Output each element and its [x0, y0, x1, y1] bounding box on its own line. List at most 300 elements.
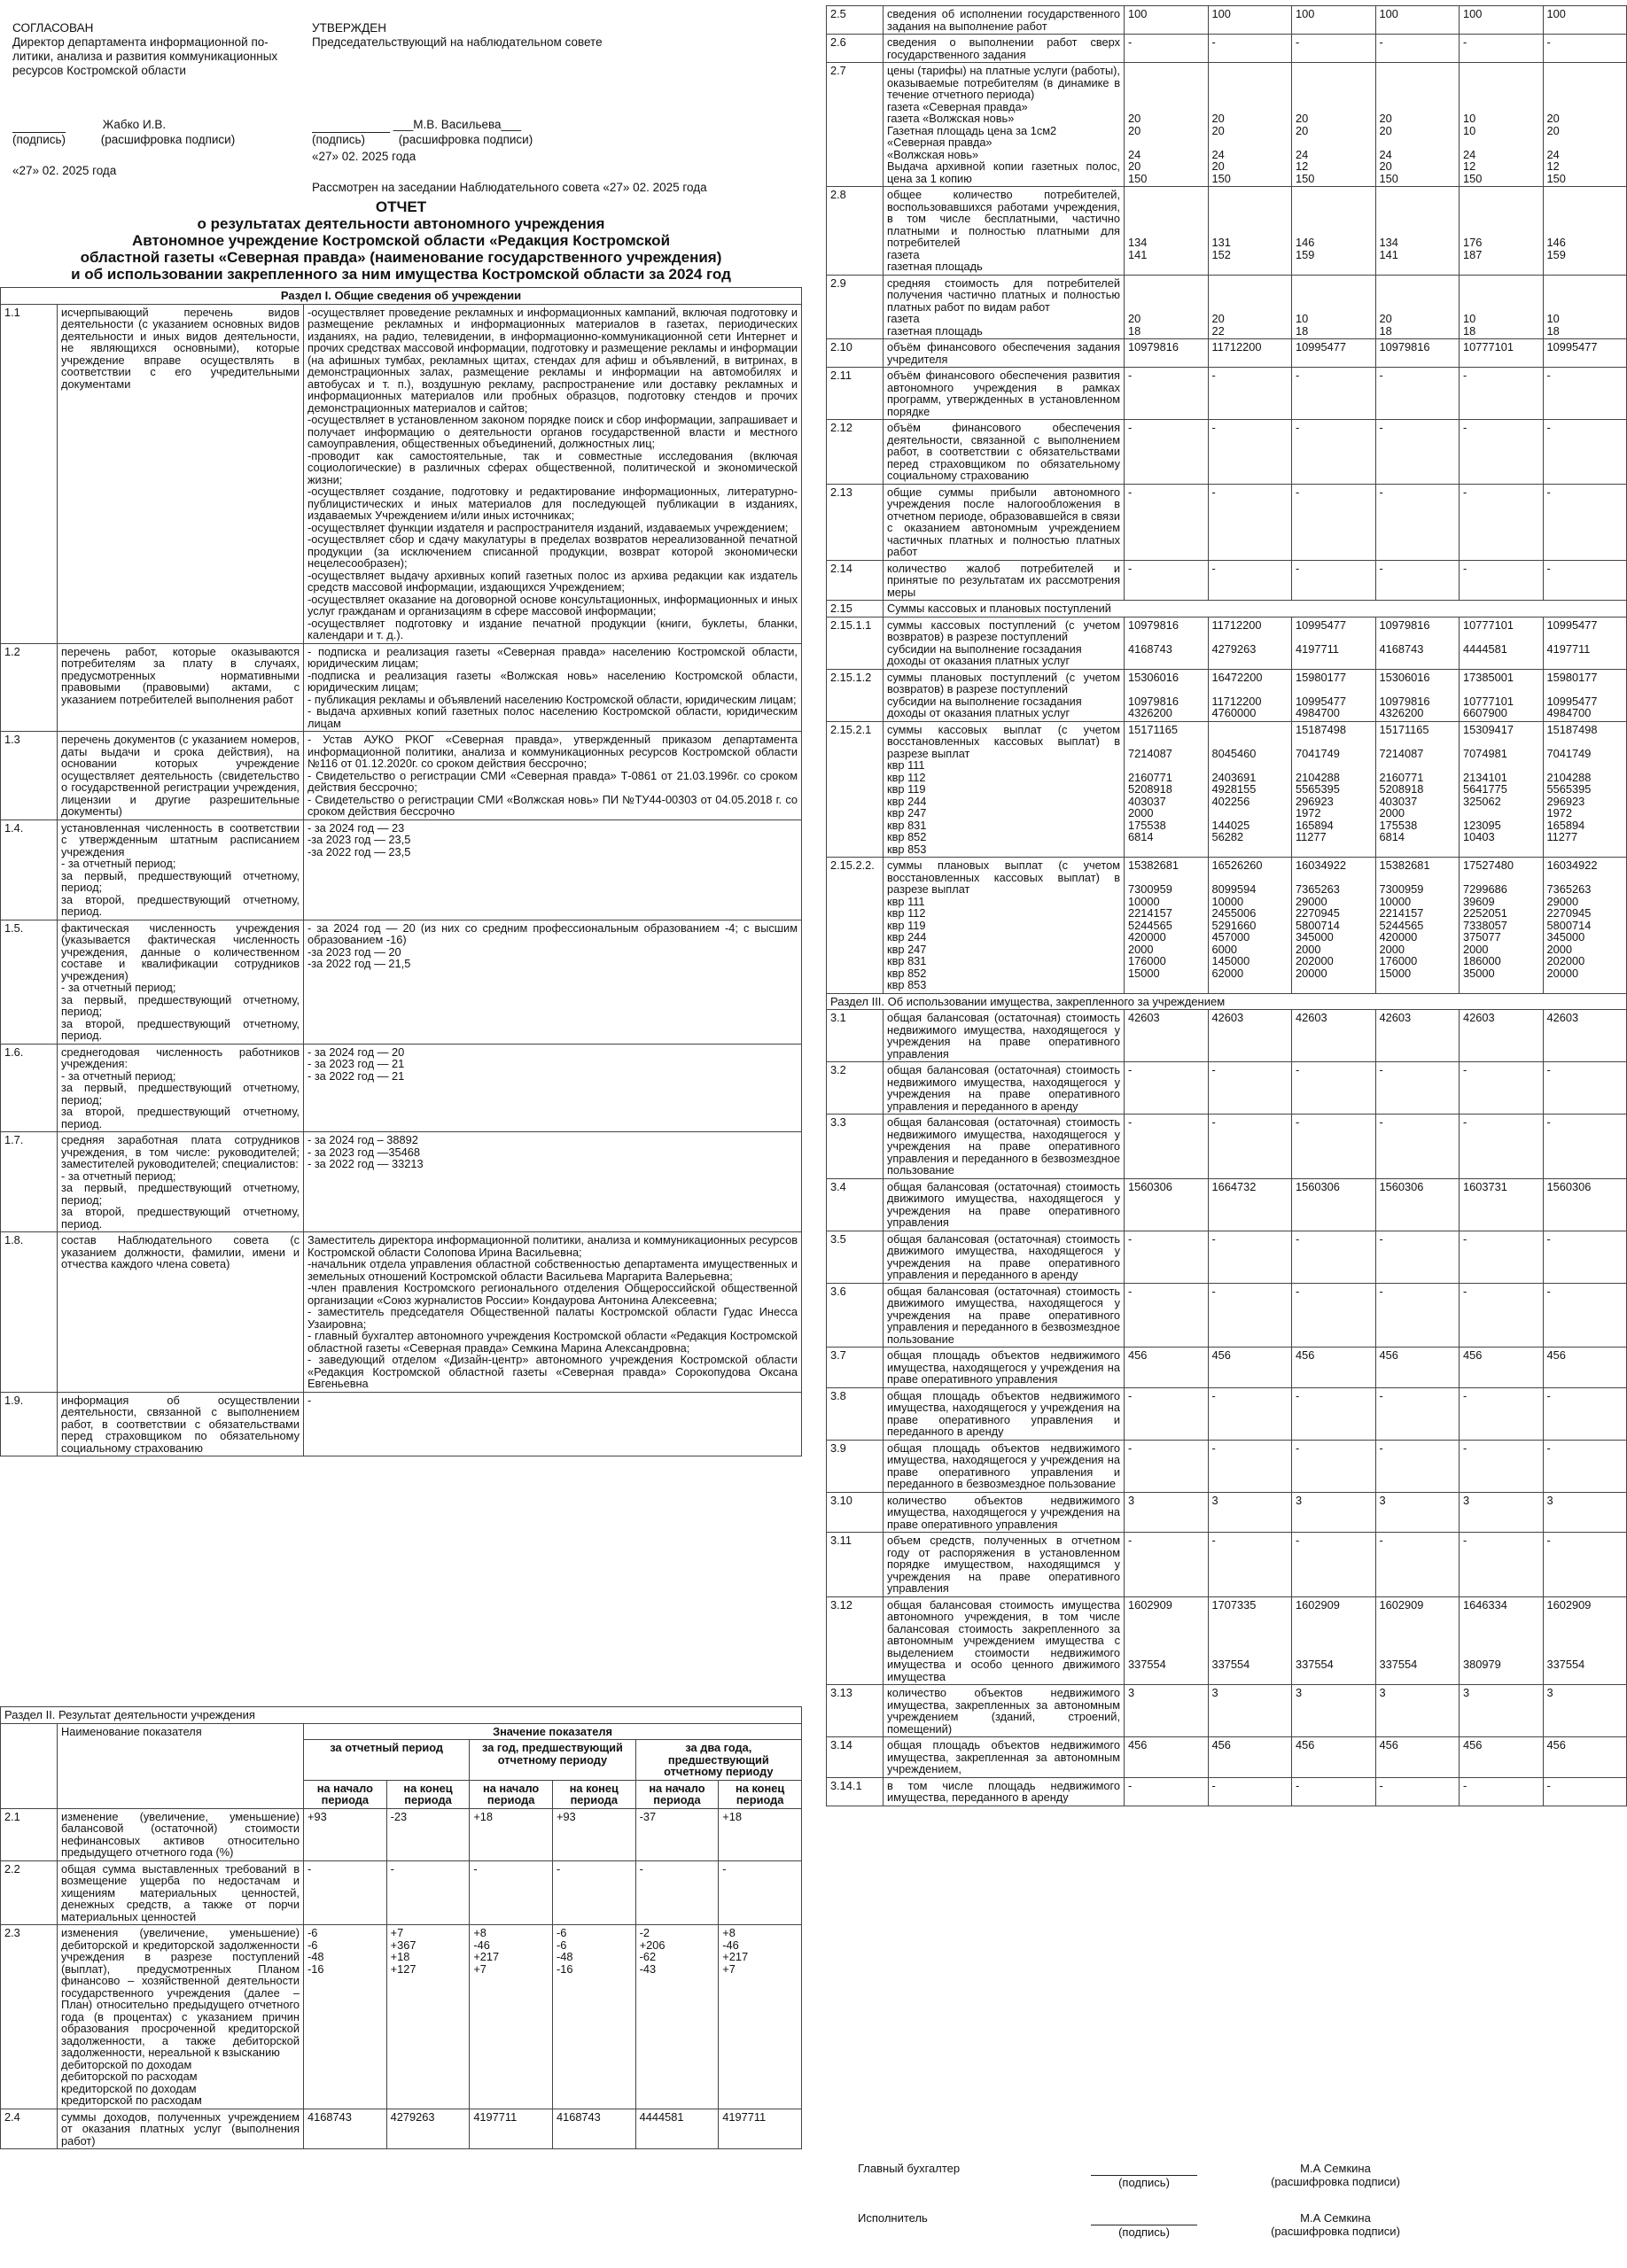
table-row [827, 339, 1627, 368]
row-value: 10 10 24 12 150 [1460, 63, 1544, 187]
row-number: 2.13 [827, 484, 884, 560]
row-number: 2.15.1.1 [827, 617, 884, 669]
table-row [827, 1062, 1627, 1115]
row-number: 3.14 [827, 1737, 884, 1778]
table-row [827, 1685, 1627, 1737]
table-row [827, 858, 1627, 994]
row-value: 10979816 [1125, 339, 1209, 368]
row-value: - [1543, 1387, 1627, 1440]
row-number: 2.5 [827, 6, 884, 35]
row-value: 456 [1460, 1737, 1544, 1778]
row-value: Заместитель директора информационной политики, анализа и коммуникационных ресурсов Костромской области Солопова Ирина Васильевна; -начальник отдела управления областной собственностью департамента имущественных и земельных отношений Костромской области Васильева Маргарита Валерьевна; -член правления Костромского регионального отделения Общероссийской общественной организации «Союз журналистов России» Кондаурова Антонина Алексеевна; - заместитель председателя Общественной палаты Костромской области Гудас Инесса Узаировна; - главный бухгалтер автономного учреждения Костромской области «Редакция Костромской областной газеты «Северная правда» Семкина Марина Александровна; - заведующий отделом «Дизайн-центр» автономного учреждения Костромской области «Редакция Костромской областной газеты «Северная правда» Сорокопудова Оксана Евгеньевна [304, 1232, 802, 1393]
row-value: 1602909 337554 [1543, 1596, 1627, 1685]
row-value: - [1375, 1115, 1460, 1179]
row-value: 10979816 4168743 [1125, 617, 1209, 669]
row-value: 1602909 337554 [1375, 1596, 1460, 1685]
agreed-title: СОГЛАСОВАН [12, 21, 94, 35]
row-number: 3.7 [827, 1348, 884, 1388]
agreed-name: Жабко И.В. [102, 118, 167, 131]
section1-title: Раздел I. Общие сведения об учреждении [1, 288, 802, 305]
row-value: - [1208, 1387, 1292, 1440]
approved-date: «27» 02. 2025 года [312, 150, 416, 163]
chief-decode-caption: (расшифровка подписи) [1271, 2175, 1400, 2188]
row-value: 8045460 2403691 4928155 402256 144025 56282 [1208, 721, 1292, 858]
row-value: 15309417 7074981 2134101 5641775 325062 123095 10403 [1460, 721, 1544, 858]
row-name: суммы плановых выплат (с учетом восстановленных кассовых выплат) в разрезе выплат квр 111 квр 112 квр 119 квр 244 квр 247 квр 831 квр 852 квр 853 [884, 858, 1125, 994]
table-row [1, 1232, 802, 1393]
agreed-block [12, 21, 305, 78]
row-number: 2.4 [1, 2109, 58, 2149]
row-number: 3.2 [827, 1062, 884, 1115]
row-value: 4168743 [304, 2109, 387, 2149]
row-value: - [1292, 1777, 1376, 1806]
head-col: на начало периода [304, 1780, 387, 1808]
row-value: - [1125, 1283, 1209, 1348]
head-indicator-value: Значение показателя [304, 1723, 802, 1740]
row-name: общая балансовая (остаточная) стоимость недвижимого имущества, находящегося у учреждения на праве оперативного управления [884, 1010, 1125, 1062]
row-name: средняя стоимость для потребителей получения частично платных и полностью платных работ по видам работ газета газетная площадь [884, 275, 1125, 339]
row-value: 456 [1292, 1348, 1376, 1388]
row-value: - [1543, 35, 1627, 63]
row-value: - [1292, 484, 1376, 560]
row-value: - [1460, 368, 1544, 420]
table-row [827, 669, 1627, 721]
row-name: объём финансового обеспечения деятельности, связанной с выполнением работ, в соответствии с обязательствами перед страховщиком по обязательному социальному страхованию [884, 420, 1125, 485]
head-col: на конец периода [552, 1780, 635, 1808]
row-value: 20 20 24 20 150 [1375, 63, 1460, 187]
exec-name-block [1251, 2211, 1420, 2238]
approved-block [312, 21, 755, 50]
row-value: - [1543, 1115, 1627, 1179]
row-number: 2.8 [827, 187, 884, 276]
head-col: на конец периода [719, 1780, 802, 1808]
row-name: объём финансового обеспечения развития автономного учреждения в рамках программ, утвержденных в установленном порядке [884, 368, 1125, 420]
row-number: 2.15.1.2 [827, 669, 884, 721]
row-value: -осуществляет проведение рекламных и информационных кампаний, включая подготовку и размещение рекламных и информационных материалов в газетах, периодических изданиях, на радио, телевидении, в информационно-коммуникационной сети Интернет и прочих средствах массовой информации, подготовку и размещение рекламы и информации (на афишных тумбах, рекламных щитах, стендах для афиш и объявлений, в витринах, в демонстрационных залах, размещение рекламы и информации на автомобилях и автобусах и т. п.), воздушную рекламу, распространение или доставку рекламных и информационных материалов или пробных образцов, подготовку стендов и прочих демонстрационных материалов и сайтов; -осуществляет в установленном законом порядке поиск и сбор информации, запрашивает и получает информацию о деятельности органов государственной власти и местного самоуправления, общественных объединений, должностных лиц; -проводит как самостоятельные, так и совместные исследования (включая социологические) в различных сферах общественной, политической и экономической жизни; -осуществляет создание, подготовку и редактирование информационных, литературно-публицистических и иных материалов для последующей публикации в изданиях, издаваемых Учреждением и/или иных источниках; -осуществляет функции издателя и распространителя изданий, издаваемых учреждением; -осуществляет сбор и сдачу макулатуры в пределах возвратов нереализованной печатной продукции (за исключением списанной продукции, возврат которой экономически нецелесообразен); -осуществляет выдачу архивных копий газетных полос из архива редакции как издатель средств массовой информации, издающихся Учреждением; -осуществляет оказание на договорной основе консультационных, информационных и иных услуг гражданам и организациям в сфере массовой информации; -осуществляет подготовку и издание печатной продукции (книги, буклеты, бланки, календари и т. д.). [304, 304, 802, 643]
row-number: 2.6 [827, 35, 884, 63]
row-value: 10995477 [1543, 339, 1627, 368]
row-value: - [1208, 420, 1292, 485]
row-value: 20 18 [1125, 275, 1209, 339]
row-value: 42603 [1375, 1010, 1460, 1062]
row-name: информация об осуществлении деятельности, связанной с выполнением работ, в соответствии с обязательствами перед страховщиком по обязательному социальному страхованию [58, 1392, 304, 1456]
row-value: 134 141 [1125, 187, 1209, 276]
row-value: - [1375, 1440, 1460, 1492]
row-value: - [304, 1860, 387, 1925]
approved-sign-caption: (подпись) [312, 133, 366, 146]
row-value: - [1460, 420, 1544, 485]
row-value: - [1375, 1283, 1460, 1348]
row-number: 2.1 [1, 1808, 58, 1860]
row-value: -6 -6 -48 -16 [552, 1925, 635, 2109]
row-value: 1602909 337554 [1292, 1596, 1376, 1685]
row-value: - [1460, 1440, 1544, 1492]
row-value: 16472200 11712200 4760000 [1208, 669, 1292, 721]
title-line-1: ОТЧЕТ [375, 198, 427, 215]
row-value: - [1292, 560, 1376, 601]
row-value: 3 [1125, 1685, 1209, 1737]
reviewed-note: Рассмотрен на заседании Наблюдательного совета «27» 02. 2025 года [312, 181, 707, 194]
row-name: цены (тарифы) на платные услуги (работы), оказываемые потребителям (в динамике в течение отчетного периода) газета «Северная правда» газета «Волжская новь» Газетная площадь цена за 1см2 «Северная правда» «Волжская новь» Выдача архивной копии газетных полос, цена за 1 копию [884, 63, 1125, 187]
row-number: 3.8 [827, 1387, 884, 1440]
table-row [827, 1010, 1627, 1062]
row-value: 42603 [1292, 1010, 1376, 1062]
row-value: 15306016 10979816 4326200 [1125, 669, 1209, 721]
table-row [827, 560, 1627, 601]
row-value: - [1292, 1387, 1376, 1440]
table-row [827, 993, 1627, 1010]
row-value: -6 -6 -48 -16 [304, 1925, 387, 2109]
table-row [1, 1808, 802, 1860]
row-value: - [1125, 1387, 1209, 1440]
row-value: 11712200 [1208, 339, 1292, 368]
table-row [827, 1777, 1627, 1806]
row-value: - [719, 1860, 802, 1925]
row-value: 1560306 [1543, 1178, 1627, 1231]
row-value: 1560306 [1125, 1178, 1209, 1231]
row-value: - [1125, 35, 1209, 63]
row-value: 15306016 10979816 4326200 [1375, 669, 1460, 721]
row-value: 3 [1292, 1685, 1376, 1737]
row-value: - [1292, 1062, 1376, 1115]
row-value: 100 [1125, 6, 1209, 35]
row-name: общая сумма выставленных требований в возмещение ущерба по недостачам и хищениям материальных ценностей, денежных средств, а также от порчи материальных ценностей [58, 1860, 304, 1925]
row-value: - [1125, 368, 1209, 420]
row-value: 1707335 337554 [1208, 1596, 1292, 1685]
row-value: - [1125, 560, 1209, 601]
row-name: изменения (увеличение, уменьшение) дебиторской и кредиторской задолженности учреждения в разрезе поступлений (выплат), предусмотренных Планом финансово – хозяйственной деятельности государственного учреждения (далее – План) относительно предыдущего отчетного года (в процентах) с указанием причин образования просроченной кредиторской задолженности, а также дебиторской задолженности, нереальной к взысканию дебиторской по доходам дебиторской по расходам кредиторской по доходам кредиторской по расходам [58, 1925, 304, 2109]
head-blank [1, 1723, 58, 1808]
table-row [827, 368, 1627, 420]
row-value: 20 22 [1208, 275, 1292, 339]
row-name: количество жалоб потребителей и принятые по результатам их рассмотрения меры [884, 560, 1125, 601]
row-number: 2.14 [827, 560, 884, 601]
row-value: 100 [1208, 6, 1292, 35]
exec-decode-caption: (расшифровка подписи) [1271, 2225, 1400, 2238]
exec-name: М.А Семкина [1300, 2211, 1371, 2225]
row-value: - [470, 1860, 553, 1925]
table-row [827, 420, 1627, 485]
row-value: 42603 [1208, 1010, 1292, 1062]
row-value: 3 [1375, 1685, 1460, 1737]
row-value: - [1375, 1387, 1460, 1440]
row-value: - [1460, 1533, 1544, 1597]
row-name: общая площадь объектов недвижимого имущества, находящегося у учреждения на праве оперативного управления и переданного в аренду [884, 1387, 1125, 1440]
table-row [827, 187, 1627, 276]
row-value: - [1208, 1533, 1292, 1597]
row-value: - [1208, 1231, 1292, 1283]
row-value: 15171165 7214087 2160771 5208918 403037 2000 175538 6814 [1125, 721, 1209, 858]
row-value: - [1292, 35, 1376, 63]
row-name: установленная численность в соответствии с утвержденным штатным расписанием учреждения - за отчетный период; за первый, предшествующий отчетному, период; за второй, предшествующий отчетному, период. [58, 819, 304, 920]
table-row [1, 1044, 802, 1132]
row-value: 176 187 [1460, 187, 1544, 276]
row-value: 11712200 4279263 [1208, 617, 1292, 669]
row-number: 3.9 [827, 1440, 884, 1492]
row-value: 15171165 7214087 2160771 5208918 403037 2000 175538 6814 [1375, 721, 1460, 858]
row-name: перечень работ, которые оказываются потребителям за плату в случаях, предусмотренных нормативными правовыми (правовыми) актами, с указанием потребителей выполнения работ [58, 643, 304, 732]
section2-title: Раздел II. Результат деятельности учреждения [1, 1707, 802, 1724]
row-value: 100 [1460, 6, 1544, 35]
row-number: 2.15.2.1 [827, 721, 884, 858]
row-value: +18 [719, 1808, 802, 1860]
row-value: - [552, 1860, 635, 1925]
chief-label: Главный бухгалтер [858, 2162, 961, 2175]
row-value: 456 [1208, 1737, 1292, 1778]
row-name: в том числе площадь недвижимого имущества, переданного в аренду [884, 1777, 1125, 1806]
row-value: 15980177 10995477 4984700 [1543, 669, 1627, 721]
row-value: - [1125, 1777, 1209, 1806]
row-value: 10 18 [1460, 275, 1544, 339]
row-value: -23 [386, 1808, 470, 1860]
row-value: 1646334 380979 [1460, 1596, 1544, 1685]
table-row [827, 1492, 1627, 1533]
row-value: - [1543, 1533, 1627, 1597]
row-value: - [1460, 1387, 1544, 1440]
row-value: - [1375, 484, 1460, 560]
row-value: 146 159 [1543, 187, 1627, 276]
row-value: 1602909 337554 [1125, 1596, 1209, 1685]
row-value: 100 [1292, 6, 1376, 35]
head-indicator-name: Наименование показателя [58, 1723, 304, 1808]
row-name: общая балансовая (остаточная) стоимость движимого имущества, находящегося у учреждения на праве оперативного управления [884, 1178, 1125, 1231]
row-value: - [1292, 420, 1376, 485]
row-value: 131 152 [1208, 187, 1292, 276]
row-name: суммы кассовых выплат (с учетом восстановленных кассовых выплат) в разрезе выплат квр 111 квр 112 квр 119 квр 244 квр 247 квр 831 квр 852 квр 853 [884, 721, 1125, 858]
approved-title: УТВЕРЖДЕН [312, 21, 387, 35]
row-value: 20 20 24 12 150 [1292, 63, 1376, 187]
exec-sign-caption: (подпись) [1118, 2225, 1170, 2239]
row-value: - [1208, 368, 1292, 420]
row-value: 10777101 [1460, 339, 1544, 368]
table-row [827, 601, 1627, 617]
row-value: - [1375, 1533, 1460, 1597]
row-name: общая площадь объектов недвижимого имущества, находящегося у учреждения на праве оперативного управления и переданного в безвозмездное пользование [884, 1440, 1125, 1492]
table-row [827, 1348, 1627, 1388]
table-row [827, 484, 1627, 560]
table-row [1, 732, 802, 820]
row-value: - [1292, 1440, 1376, 1492]
row-value: - [1125, 1440, 1209, 1492]
row-value: - [1460, 1777, 1544, 1806]
row-value: 15382681 7300959 10000 2214157 5244565 420000 2000 176000 15000 [1125, 858, 1209, 994]
chief-sign-caption: (подпись) [1118, 2176, 1170, 2189]
row-value: +8 -46 +217 +7 [470, 1925, 553, 2109]
section3-title: Раздел III. Об использовании имущества, закрепленного за учреждением [827, 993, 1627, 1010]
table-row [827, 35, 1627, 63]
row-value: - [1543, 1440, 1627, 1492]
row-name: суммы плановых поступлений (с учетом возвратов) в разрезе поступлений субсидии на выполнение госзадания доходы от оказания платных услуг [884, 669, 1125, 721]
row-value: 456 [1375, 1737, 1460, 1778]
row-number: 1.9. [1, 1392, 58, 1456]
row-value: - [1125, 1533, 1209, 1597]
table-row [827, 721, 1627, 858]
row-value: - [1208, 560, 1292, 601]
table-row [1, 819, 802, 920]
row-value: - [1208, 1440, 1292, 1492]
row-name: исчерпывающий перечень видов деятельности (с указанием основных видов деятельности и иных видов деятельности, не являющихся основными), которые учреждение вправе осуществлять в соответствии с его учредительными документами [58, 304, 304, 643]
right-table [826, 5, 1627, 1806]
row-name: средняя заработная плата сотрудников учреждения, в том числе: руководителей; заместителей руководителей; специалистов: - за отчетный период; за первый, предшествующий отчетному, период; за второй, предшествующий отчетному, период. [58, 1132, 304, 1232]
row-value: 456 [1125, 1737, 1209, 1778]
row-value: 4168743 [552, 2109, 635, 2149]
row-name: сведения об исполнении государственного задания на выполнение работ [884, 6, 1125, 35]
head-col: на начало периода [470, 1780, 553, 1808]
row-number: 1.7. [1, 1132, 58, 1232]
row-value: - [1543, 1283, 1627, 1348]
row-name: объём финансового обеспечения задания учредителя [884, 339, 1125, 368]
row-value: 3 [1460, 1492, 1544, 1533]
row-value: 10777101 4444581 [1460, 617, 1544, 669]
row-value: - за 2024 год – 38892 - за 2023 год —35468 - за 2022 год — 33213 [304, 1132, 802, 1232]
table-row [1, 1860, 802, 1925]
row-number: 1.1 [1, 304, 58, 643]
head-col: на конец периода [386, 1780, 470, 1808]
row-name: общие суммы прибыли автономного учреждения после налогообложения в отчетном периоде, образовавшейся в связи с оказанием автономным учреждением частичных платных и полностью платных работ [884, 484, 1125, 560]
row-value: - [1208, 484, 1292, 560]
row-value: - [1460, 1062, 1544, 1115]
row-number: 3.12 [827, 1596, 884, 1685]
table-row [1, 1925, 802, 2109]
row-value: +18 [470, 1808, 553, 1860]
row-number: 2.11 [827, 368, 884, 420]
row-value: 4197711 [719, 2109, 802, 2149]
row-value: 3 [1292, 1492, 1376, 1533]
table-row [827, 63, 1627, 187]
row-value: - [1460, 560, 1544, 601]
row-value: - [1543, 1231, 1627, 1283]
row-value: 456 [1125, 1348, 1209, 1388]
row-value: 15980177 10995477 4984700 [1292, 669, 1376, 721]
row-number: 2.12 [827, 420, 884, 485]
row-name: сведения о выполнении работ сверх государственного задания [884, 35, 1125, 63]
row-value: 4444581 [635, 2109, 719, 2149]
table-row [827, 1231, 1627, 1283]
row-value: - [1125, 1231, 1209, 1283]
row-number: 1.2 [1, 643, 58, 732]
row-value: 10979816 4168743 [1375, 617, 1460, 669]
section2-table-left [0, 1706, 802, 2149]
row-value: 20 20 24 12 150 [1543, 63, 1627, 187]
row-value: - за 2024 год — 20 - за 2023 год — 21 - за 2022 год — 21 [304, 1044, 802, 1132]
row-value: 3 [1125, 1492, 1209, 1533]
table-row [1, 1392, 802, 1456]
row-value: - [1292, 368, 1376, 420]
head-col: на начало периода [635, 1780, 719, 1808]
row-value: - Устав АУКО РКОГ «Северная правда», утвержденный приказом департамента информационной политики, анализа и коммуникационных ресурсов Костромской области №116 от 01.12.2020г. со сроком действия бессрочно; - Свидетельство о регистрации СМИ «Северная правда» Т-0861 от 21.03.1996г. со сроком действия бессрочно; - Свидетельство о регистрации СМИ «Волжская новь» ПИ №ТУ44-00303 от 04.05.2018 г. со сроком действия бессрочно [304, 732, 802, 820]
row-number: 3.1 [827, 1010, 884, 1062]
row-value: - [1292, 1231, 1376, 1283]
table-row [827, 1533, 1627, 1597]
row-number: 1.6. [1, 1044, 58, 1132]
row-value: 1603731 [1460, 1178, 1544, 1231]
row-value: 3 [1208, 1492, 1292, 1533]
row-value: - [1543, 1777, 1627, 1806]
report-title [0, 198, 802, 283]
row-number: 3.10 [827, 1492, 884, 1533]
row-value: - [1375, 1231, 1460, 1283]
title-line-2: о результатах деятельности автономного учреждения [197, 215, 605, 232]
agreed-date: «27» 02. 2025 года [12, 164, 117, 177]
table-row [827, 6, 1627, 35]
row-value: 456 [1543, 1737, 1627, 1778]
row-value: - [1460, 35, 1544, 63]
row-value: +7 +367 +18 +127 [386, 1925, 470, 2109]
row-value: - [1375, 1062, 1460, 1115]
row-value: - [1125, 1115, 1209, 1179]
row-name: суммы кассовых поступлений (с учетом возвратов) в разрезе поступлений субсидии на выполнение госзадания доходы от оказания платных услуг [884, 617, 1125, 669]
table-row [827, 1283, 1627, 1348]
row-number: 2.9 [827, 275, 884, 339]
row-value: 4197711 [470, 2109, 553, 2149]
row-value: - [1125, 484, 1209, 560]
row-value: - [1208, 1115, 1292, 1179]
row-value: - [1292, 1283, 1376, 1348]
row-value: 17527480 7299686 39609 2252051 7338057 375077 2000 186000 35000 [1460, 858, 1544, 994]
row-value: 10979816 [1375, 339, 1460, 368]
table-row [827, 1178, 1627, 1231]
approved-name: ___М.В. Васильева___ [393, 118, 522, 131]
row-value: - [1208, 1062, 1292, 1115]
row-value: +93 [304, 1808, 387, 1860]
chief-name: М.А Семкина [1300, 2162, 1371, 2175]
agreed-sign-caption: (подпись) [12, 133, 66, 146]
row-value: 10 18 [1292, 275, 1376, 339]
table-row [827, 275, 1627, 339]
row-name: Суммы кассовых и плановых поступлений [884, 601, 1627, 617]
row-number: 2.7 [827, 63, 884, 187]
table-row [827, 1737, 1627, 1778]
row-value: 20 20 24 20 150 [1125, 63, 1209, 187]
row-value: 100 [1543, 6, 1627, 35]
row-value: - [1460, 1283, 1544, 1348]
row-name: состав Наблюдательного совета (с указанием должности, фамилии, имени и отчества каждого члена совета) [58, 1232, 304, 1393]
row-value: +8 -46 +217 +7 [719, 1925, 802, 2109]
row-value: - за 2024 год — 23 -за 2023 год — 23,5 -за 2022 год — 23,5 [304, 819, 802, 920]
row-name: объем средств, полученных в отчетном году от распоряжения в установленном порядке имуществом, находящимся у учреждения на праве оперативного управления [884, 1533, 1125, 1597]
row-name: общая балансовая (остаточная) стоимость движимого имущества, находящегося у учреждения на праве оперативного управления и переданного в безвозмездное пользование [884, 1283, 1125, 1348]
head-period-prev2: за два года, предшествующий отчетному периоду [635, 1740, 801, 1781]
row-value: 3 [1543, 1685, 1627, 1737]
row-value: - [1375, 368, 1460, 420]
row-value: 42603 [1543, 1010, 1627, 1062]
row-number: 3.6 [827, 1283, 884, 1348]
row-number: 2.10 [827, 339, 884, 368]
row-value: - [1125, 420, 1209, 485]
row-name: перечень документов (с указанием номеров, даты выдачи и срока действия), на основании которых учреждение осуществляет деятельность (свидетельство о государственной регистрации учреждения, лицензии и другие разрешительные документы) [58, 732, 304, 820]
row-value: - [1375, 35, 1460, 63]
row-value: - [1543, 1062, 1627, 1115]
row-value: - [1543, 484, 1627, 560]
row-value: 134 141 [1375, 187, 1460, 276]
row-value: - [1125, 1062, 1209, 1115]
exec-sign-block [1088, 2211, 1200, 2239]
row-name: общая площадь объектов недвижимого имущества, находящегося у учреждения на праве оперативного управления [884, 1348, 1125, 1388]
row-number: 1.4. [1, 819, 58, 920]
row-value: - [386, 1860, 470, 1925]
row-value: - [1375, 560, 1460, 601]
row-name: общая балансовая (остаточная) стоимость движимого имущества, находящегося у учреждения на праве оперативного управления и переданного в аренду [884, 1231, 1125, 1283]
row-value: 3 [1543, 1492, 1627, 1533]
row-name: общая балансовая (остаточная) стоимость недвижимого имущества, находящегося у учреждения на праве оперативного управления и переданного в безвозмездное пользование [884, 1115, 1125, 1179]
row-name: изменение (увеличение, уменьшение) балансовой (остаточной) стоимости нефинансовых активов относительно предыдущего отчетного года (%) [58, 1808, 304, 1860]
row-value: - [1375, 1777, 1460, 1806]
row-value: 42603 [1460, 1010, 1544, 1062]
row-value: - [1543, 560, 1627, 601]
row-number: 3.5 [827, 1231, 884, 1283]
row-value: 15187498 7041749 2104288 5565395 296923 1972 165894 11277 [1292, 721, 1376, 858]
row-name: общая балансовая стоимость имущества автономного учреждения, в том числе балансовая стоимость закрепленного за автономным учреждением имущества с выделением стоимости недвижимого имущества и особо ценного движимого имущества [884, 1596, 1125, 1685]
